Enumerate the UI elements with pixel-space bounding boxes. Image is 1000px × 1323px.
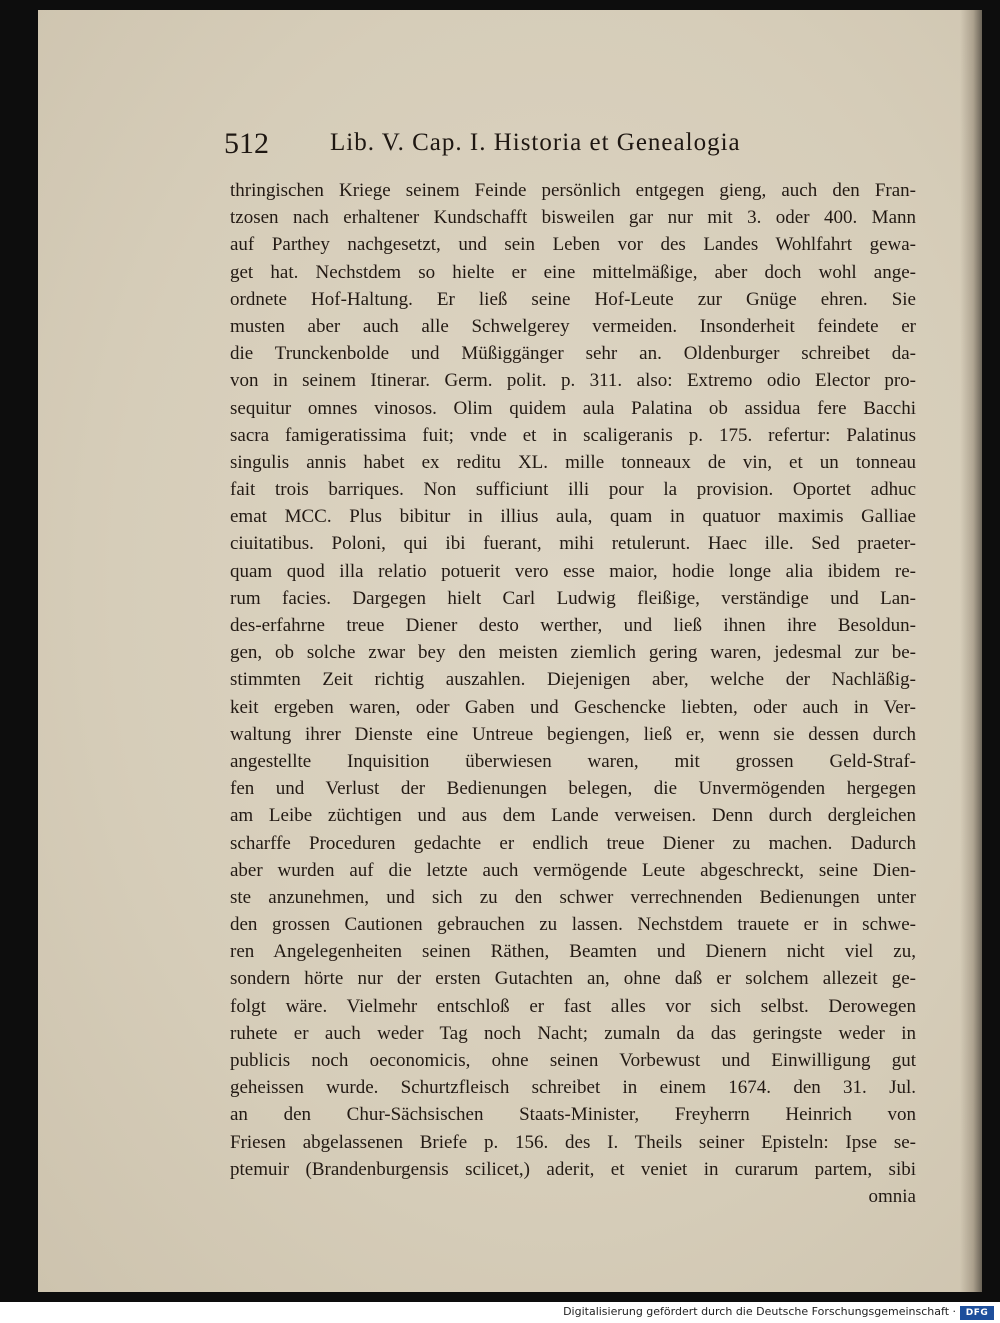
text-line: thringischen Kriege seinem Feinde persönlich entgegen gieng, auch den Fran-: [230, 180, 916, 201]
running-head-title: Lib. V. Cap. I. Historia et Genealogia: [330, 129, 741, 156]
text-line: stimmten Zeit richtig auszahlen. Diejenigen aber, welche der Nachläßig-: [230, 669, 916, 691]
text-line: ruhete er auch weder Tag noch Nacht; zumaln da das geringste weder in: [230, 1022, 916, 1044]
text-line: geheissen wurde. Schurtzfleisch schreibet in einem 1674. den 31. Jul.: [230, 1077, 916, 1099]
text-line: quam quod illa relatio potuerit vero esse maior, hodie longe alia ibidem re-: [230, 560, 916, 582]
running-head: [38, 125, 982, 165]
text-line: die Trunckenbolde und Müßiggänger sehr an. Oldenburger schreibet da-: [230, 343, 916, 365]
text-line: get hat. Nechstdem so hielte er eine mittelmäßige, aber doch wohl ange-: [230, 261, 916, 283]
body-text: [230, 177, 916, 1210]
text-line: ordnete Hof-Haltung. Er ließ seine Hof-Leute zur Gnüge ehren. Sie: [230, 288, 916, 310]
page-number: 512: [224, 127, 269, 160]
text-line: aber wurden auf die letzte auch vermögende Leute abgeschreckt, seine Dien-: [230, 859, 916, 881]
text-line: angestellte Inquisition überwiesen waren, mit grossen Geld-Straf-: [230, 750, 916, 772]
text-line: keit ergeben waren, oder Gaben und Geschencke liebten, oder auch in Ver-: [230, 696, 916, 718]
text-line: folgt wäre. Vielmehr entschloß er fast alles vor sich selbst. Derowegen: [230, 995, 916, 1017]
text-line: des-erfahrne treue Diener desto werther, und ließ ihnen ihre Besoldun-: [230, 615, 916, 636]
text-line: Friesen abgelassenen Briefe p. 156. des I. Theils seiner Episteln: Ipse se-: [230, 1131, 916, 1153]
text-line: singulis annis habet ex reditu XL. mille tonneaux de vin, et un tonneau: [230, 451, 916, 473]
text-line: tzosen nach erhaltener Kundschafft bisweilen gar nur mit 3. oder 400. Mann: [230, 207, 916, 229]
text-line: am Leibe züchtigen und aus dem Lande verweisen. Denn durch dergleichen: [230, 805, 916, 827]
text-line: musten aber auch alle Schwelgerey vermeiden. Insonderheit feindete er: [230, 315, 916, 337]
text-line: publicis noch oeconomicis, ohne seinen Vorbewust und Einwilligung gut: [230, 1050, 916, 1071]
text-line: rum facies. Dargegen hielt Carl Ludwig fleißige, verständige und Lan-: [230, 587, 916, 609]
text-line: fen und Verlust der Bedienungen belegen, die Unvermögenden hergegen: [230, 778, 916, 800]
text-line: waltung ihrer Dienste eine Untreue begiengen, ließ er, wenn sie dessen durch: [230, 723, 916, 745]
text-line: von in seinem Itinerar. Germ. polit. p. 311. also: Extremo odio Elector pro-: [230, 370, 916, 392]
text-line: den grossen Cautionen gebrauchen zu lassen. Nechstdem trauete er in schwe-: [230, 914, 916, 936]
text-line: ciuitatibus. Poloni, qui ibi fuerant, mihi retulerunt. Haec ille. Sed praeter-: [230, 533, 916, 555]
text-line: omnia: [868, 1185, 916, 1207]
book-page: [38, 10, 982, 1292]
text-line: sacra famigeratissima fuit; vnde et in scaligeranis p. 175. refertur: Palatinus: [230, 424, 916, 446]
text-line: sondern hörte nur der ersten Gutachten an, ohne daß er solchem allezeit ge-: [230, 968, 916, 990]
text-line: gen, ob solche zwar bey den meisten ziemlich gering waren, jedesmal zur be-: [230, 642, 916, 664]
text-line: auf Parthey nachgesetzt, und sein Leben vor des Landes Wohlfahrt gewa-: [230, 234, 916, 256]
text-line: fait trois barriques. Non sufficiunt illi pour la provision. Oportet adhuc: [230, 479, 916, 501]
text-line: scharffe Proceduren gedachte er endlich treue Diener zu machen. Dadurch: [230, 832, 916, 854]
footer-bar: [0, 1302, 1000, 1323]
text-line: an den Chur-Sächsischen Staats-Minister, Freyherrn Heinrich von: [230, 1104, 916, 1126]
text-line: ptemuir (Brandenburgensis scilicet,) aderit, et veniet in curarum partem, sibi: [230, 1158, 916, 1180]
dfg-logo: DFG: [960, 1306, 994, 1320]
text-line: ren Angelegenheiten seinen Räthen, Beamten und Dienern nicht viel zu,: [230, 941, 916, 963]
text-line: sequitur omnes vinosos. Olim quidem aula Palatina ob assidua fere Bacchi: [230, 397, 916, 419]
funding-notice: Digitalisierung gefördert durch die Deutsche Forschungsgemeinschaft ·: [563, 1305, 956, 1318]
page-gutter-shadow: [960, 10, 982, 1292]
text-line: ste anzunehmen, und sich zu den schwer verrechnenden Bedienungen unter: [230, 886, 916, 908]
text-line: emat MCC. Plus bibitur in illius aula, quam in quatuor maximis Galliae: [230, 506, 916, 528]
